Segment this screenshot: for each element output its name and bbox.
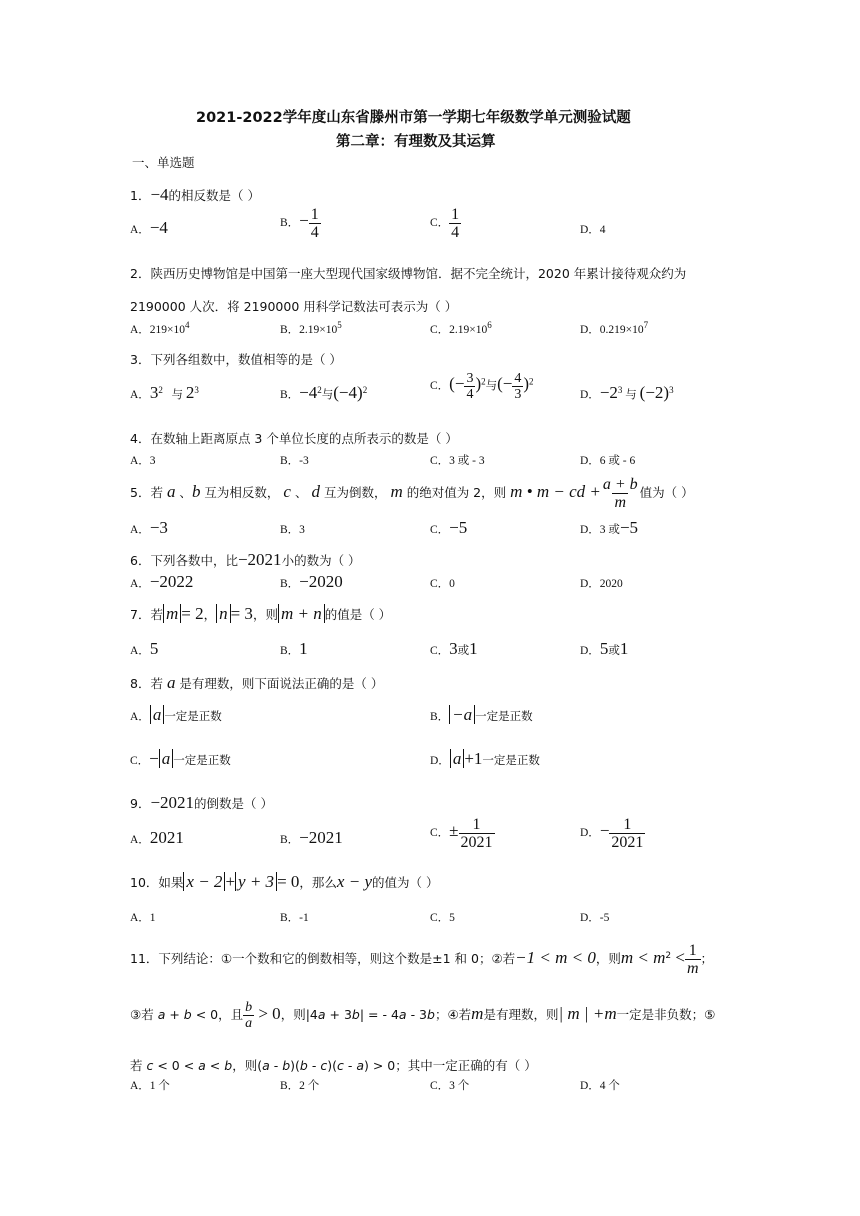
question-8: 8．若 a 是有理数，则下面说法正确的是（ ） [130,673,384,692]
q7-option-c: C．3或1 [430,639,478,658]
q1-option-a: A．−4 [130,218,168,237]
q6-option-c: C．0 [430,578,455,590]
q8-option-d: D． a +1一定是正数 [430,749,540,768]
q6-option-d: D．2020 [580,578,623,590]
question-3: 3．下列各组数中，数值相等的是（ ） [130,352,342,367]
q3-option-d: D．$-2^3$ 与 $(-2)^3$ [580,383,674,402]
page-title: 2021-2022学年度山东省滕州市第一学期七年级数学单元测验试题 [196,110,631,126]
q5-option-c: C．−5 [430,518,468,537]
q8-option-a: A． a 一定是正数 [130,705,222,724]
q1-option-b: B．− $\frac{1}{4}$ [280,206,319,241]
q6-option-b: B．−2020 [280,572,343,591]
q9-option-a: A．2021 [130,828,184,847]
q10-option-c: C．5 [430,912,455,924]
question-11-line1: 11．下列结论：①一个数和它的倒数相等，则这个数是±1 和 0；②若−1 < m < 0，则$m < m^2$ < $\frac{1}{m}$ ； [130,942,714,977]
q11-option-b: B．2 个 [280,1080,320,1092]
q5-option-d: D．3 或−5 [580,518,639,537]
q10-option-d: D．-5 [580,912,610,924]
q8-option-c: C．− a 一定是正数 [130,749,231,768]
q10-option-b: B．-1 [280,912,309,924]
q9-option-b: B．−2021 [280,828,343,847]
question-10: 10．如果 x − 2 + y + 3 = 0，那么x − y的值为（ ） [130,872,439,891]
q9-option-c: C．± $\frac{1}{2021}$ [430,816,493,851]
q7-option-a: A．5 [130,639,159,658]
q9-option-d: D．− $\frac{1}{2021}$ [580,816,644,851]
q10-option-a: A．1 [130,912,156,924]
q3-option-c: C．(− $\frac{3}{4}$ )$^2$与(− $\frac{4}{3}$ )$^2$ [430,371,534,402]
q1-option-d: D．4 [580,224,606,236]
question-6: 6．下列各数中，比−2021小的数为（ ） [130,550,361,569]
question-2-line1: 2．陕西历史博物馆是中国第一座大型现代国家级博物馆．据不完全统计，2020 年累计接待观众约为 [130,266,687,281]
question-5: 5．若 a 、b 互为相反数， c 、 d 互为倒数， m 的绝对值为 2，则 m • m − cd + $\frac{a + b}{m}$ 值为（ ） [130,476,694,511]
q1-option-c: C． $\frac{1}{4}$ [430,206,460,241]
q4-option-d: D．6 或 - 6 [580,455,636,467]
q2-option-b: B．$2.19\times 10^5$ [280,320,342,336]
question-11-line2: ③若 a + b < 0，且 $\frac{b}{a}$ > 0，则|4a + 3b| = - 4a - 3b；④若m是有理数，则| m | +m一定是非负数；⑤ [130,1000,716,1031]
q2-option-a: A．$219\times 10^4$ [130,320,190,336]
q5-option-a: A．−3 [130,518,168,537]
question-1: 1．−4的相反数是（ ） [130,185,261,204]
question-7: 7．若 m = 2， n = 3，则 m + n 的值是（ ） [130,604,392,623]
question-11-line3: 若 c < 0 < a < b，则(a - b)(b - c)(c - a) > 0；其中一定正确的有（ ） [130,1058,537,1073]
q2-option-d: D．$0.219\times 10^7$ [580,320,649,336]
section-heading: 一、单选题 [132,155,195,170]
q2-option-c: C．$2.19\times 10^6$ [430,320,492,336]
q11-option-c: C．3 个 [430,1080,470,1092]
q3-option-b: B．$-4^2$与$(-4)^2$ [280,383,368,402]
q11-option-d: D．4 个 [580,1080,620,1092]
q6-option-a: A．−2022 [130,572,194,591]
q4-option-c: C．3 或 - 3 [430,455,485,467]
question-9: 9．−2021的倒数是（ ） [130,793,274,812]
q7-option-d: D．5或1 [580,639,629,658]
q8-option-b: B． −a 一定是正数 [430,705,533,724]
q5-option-b: B．3 [280,524,305,536]
q3-option-a: A．$3^2$ 与 $2^3$ [130,383,199,402]
q7-option-b: B．1 [280,639,308,658]
page-subtitle: 第二章：有理数及其运算 [336,134,496,150]
question-2-line2: 2190000 人次．将 2190000 用科学记数法可表示为（ ） [130,299,458,314]
question-4: 4．在数轴上距离原点 3 个单位长度的点所表示的数是（ ） [130,431,458,446]
q11-option-a: A．1 个 [130,1080,170,1092]
q4-option-b: B．-3 [280,455,309,467]
q4-option-a: A．3 [130,455,156,467]
